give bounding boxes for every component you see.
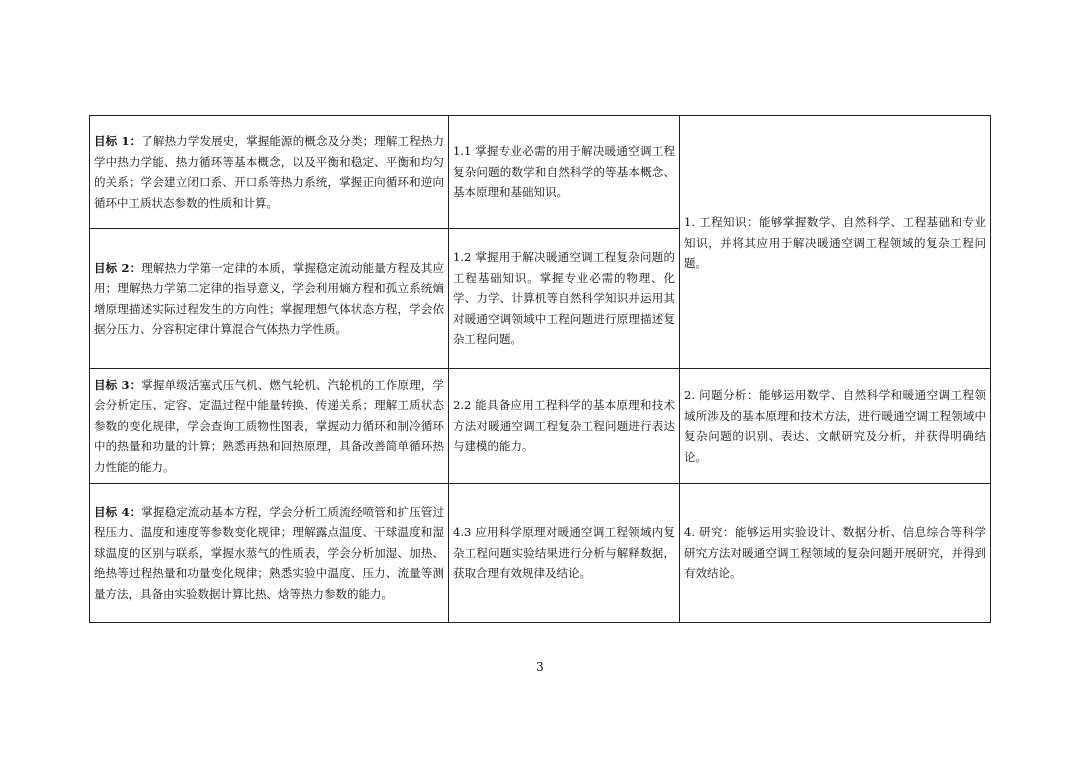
goal-text: 理解热力学第一定律的本质，掌握稳定流动能量方程及其应用；理解热力学第二定律的指导意义，学会利用熵方程和孤立系统熵增原理描述实际过程发生的方向性；掌握理想气体状态方程，学会依据分压力、分容积定律计算混合气体热力学性质。 xyxy=(94,260,444,336)
goal-title: 目标 4： xyxy=(94,504,142,519)
requirement-cell xyxy=(680,369,991,484)
goal-title: 目标 1： xyxy=(94,134,142,148)
indicator-cell xyxy=(449,369,680,484)
page-number: 3 xyxy=(536,660,544,674)
goal-cell xyxy=(90,484,449,623)
goal-cell xyxy=(90,369,449,484)
table-row xyxy=(90,369,991,484)
indicator-cell xyxy=(449,484,680,623)
requirement-cell xyxy=(680,484,991,623)
indicator-text: 4.3 应用科学原理对暖通空调工程领域内复杂工程问题实验结果进行分析与解释数据，获取合理有效规律及结论。 xyxy=(453,525,675,581)
requirement-cell xyxy=(680,116,991,369)
course-objectives-table xyxy=(89,115,991,623)
requirement-text: 4. 研究：能够运用实验设计、数据分析、信息综合等科学研究方法对暖通空调工程领域的复杂问题开展研究，并得到有效结论。 xyxy=(684,525,986,581)
goal-title: 目标 3： xyxy=(94,377,142,392)
goal-text: 掌握稳定流动基本方程，学会分析工质流经喷管和扩压管过程压力、温度和速度等参数变化规律；理解露点温度、干球温度和湿球温度的区别与联系，掌握水蒸气的性质表，学会分析加湿、加热、绝热等过程热量和功量变化规律；熟悉实验中温度、压力、流量等测量方法，具备由实验数据计算比热、焓等热力参数的能力。 xyxy=(94,504,444,601)
indicator-cell xyxy=(449,116,680,229)
goal-text: 掌握单级活塞式压气机、燃气轮机、汽轮机的工作原理，学会分析定压、定容、定温过程中能量转换、传递关系；理解工质状态参数的变化规律，学会查询工质物性图表，掌握动力循环和制冷循环中的热量和功量的计算；熟悉再热和回热原理，具备改善简单循环热力性能的能力。 xyxy=(94,377,444,474)
indicator-text: 2.2 能具备应用工程科学的基本原理和技术方法对暖通空调工程复杂工程问题进行表达与建模的能力。 xyxy=(453,398,675,454)
table-row xyxy=(90,484,991,623)
indicator-text: 1.1 掌握专业必需的用于解决暖通空调工程复杂问题的数学和自然科学的等基本概念、基本原理和基础知识。 xyxy=(453,144,675,200)
indicator-cell xyxy=(449,229,680,369)
goal-text: 了解热力学发展史，掌握能源的概念及分类；理解工程热力学中热力学能、热力循环等基本概念，以及平衡和稳定、平衡和均匀的关系；学会建立闭口系、开口系等热力系统，掌握正向循环和逆向循环中工质状态参数的性质和计算。 xyxy=(94,134,444,210)
requirement-text: 1. 工程知识：能够掌握数学、自然科学、工程基础和专业知识，并将其应用于解决暖通空调工程领域的复杂工程问题。 xyxy=(684,215,986,270)
goal-title: 目标 2： xyxy=(94,260,142,275)
goal-cell xyxy=(90,229,449,369)
goal-cell xyxy=(90,116,449,229)
table-row xyxy=(90,116,991,229)
indicator-text: 1.2 掌握用于解决暖通空调工程复杂问题的工程基础知识。掌握专业必需的物理、化学、力学、计算机等自然科学知识并运用其对暖通空调领域中工程问题进行原理描述复杂工程问题。 xyxy=(453,250,675,347)
requirement-text: 2. 问题分析：能够运用数学、自然科学和暖通空调工程领域所涉及的基本原理和技术方法，进行暖通空调工程领域中复杂问题的识别、表达、文献研究及分析，并获得明确结论。 xyxy=(684,388,986,464)
